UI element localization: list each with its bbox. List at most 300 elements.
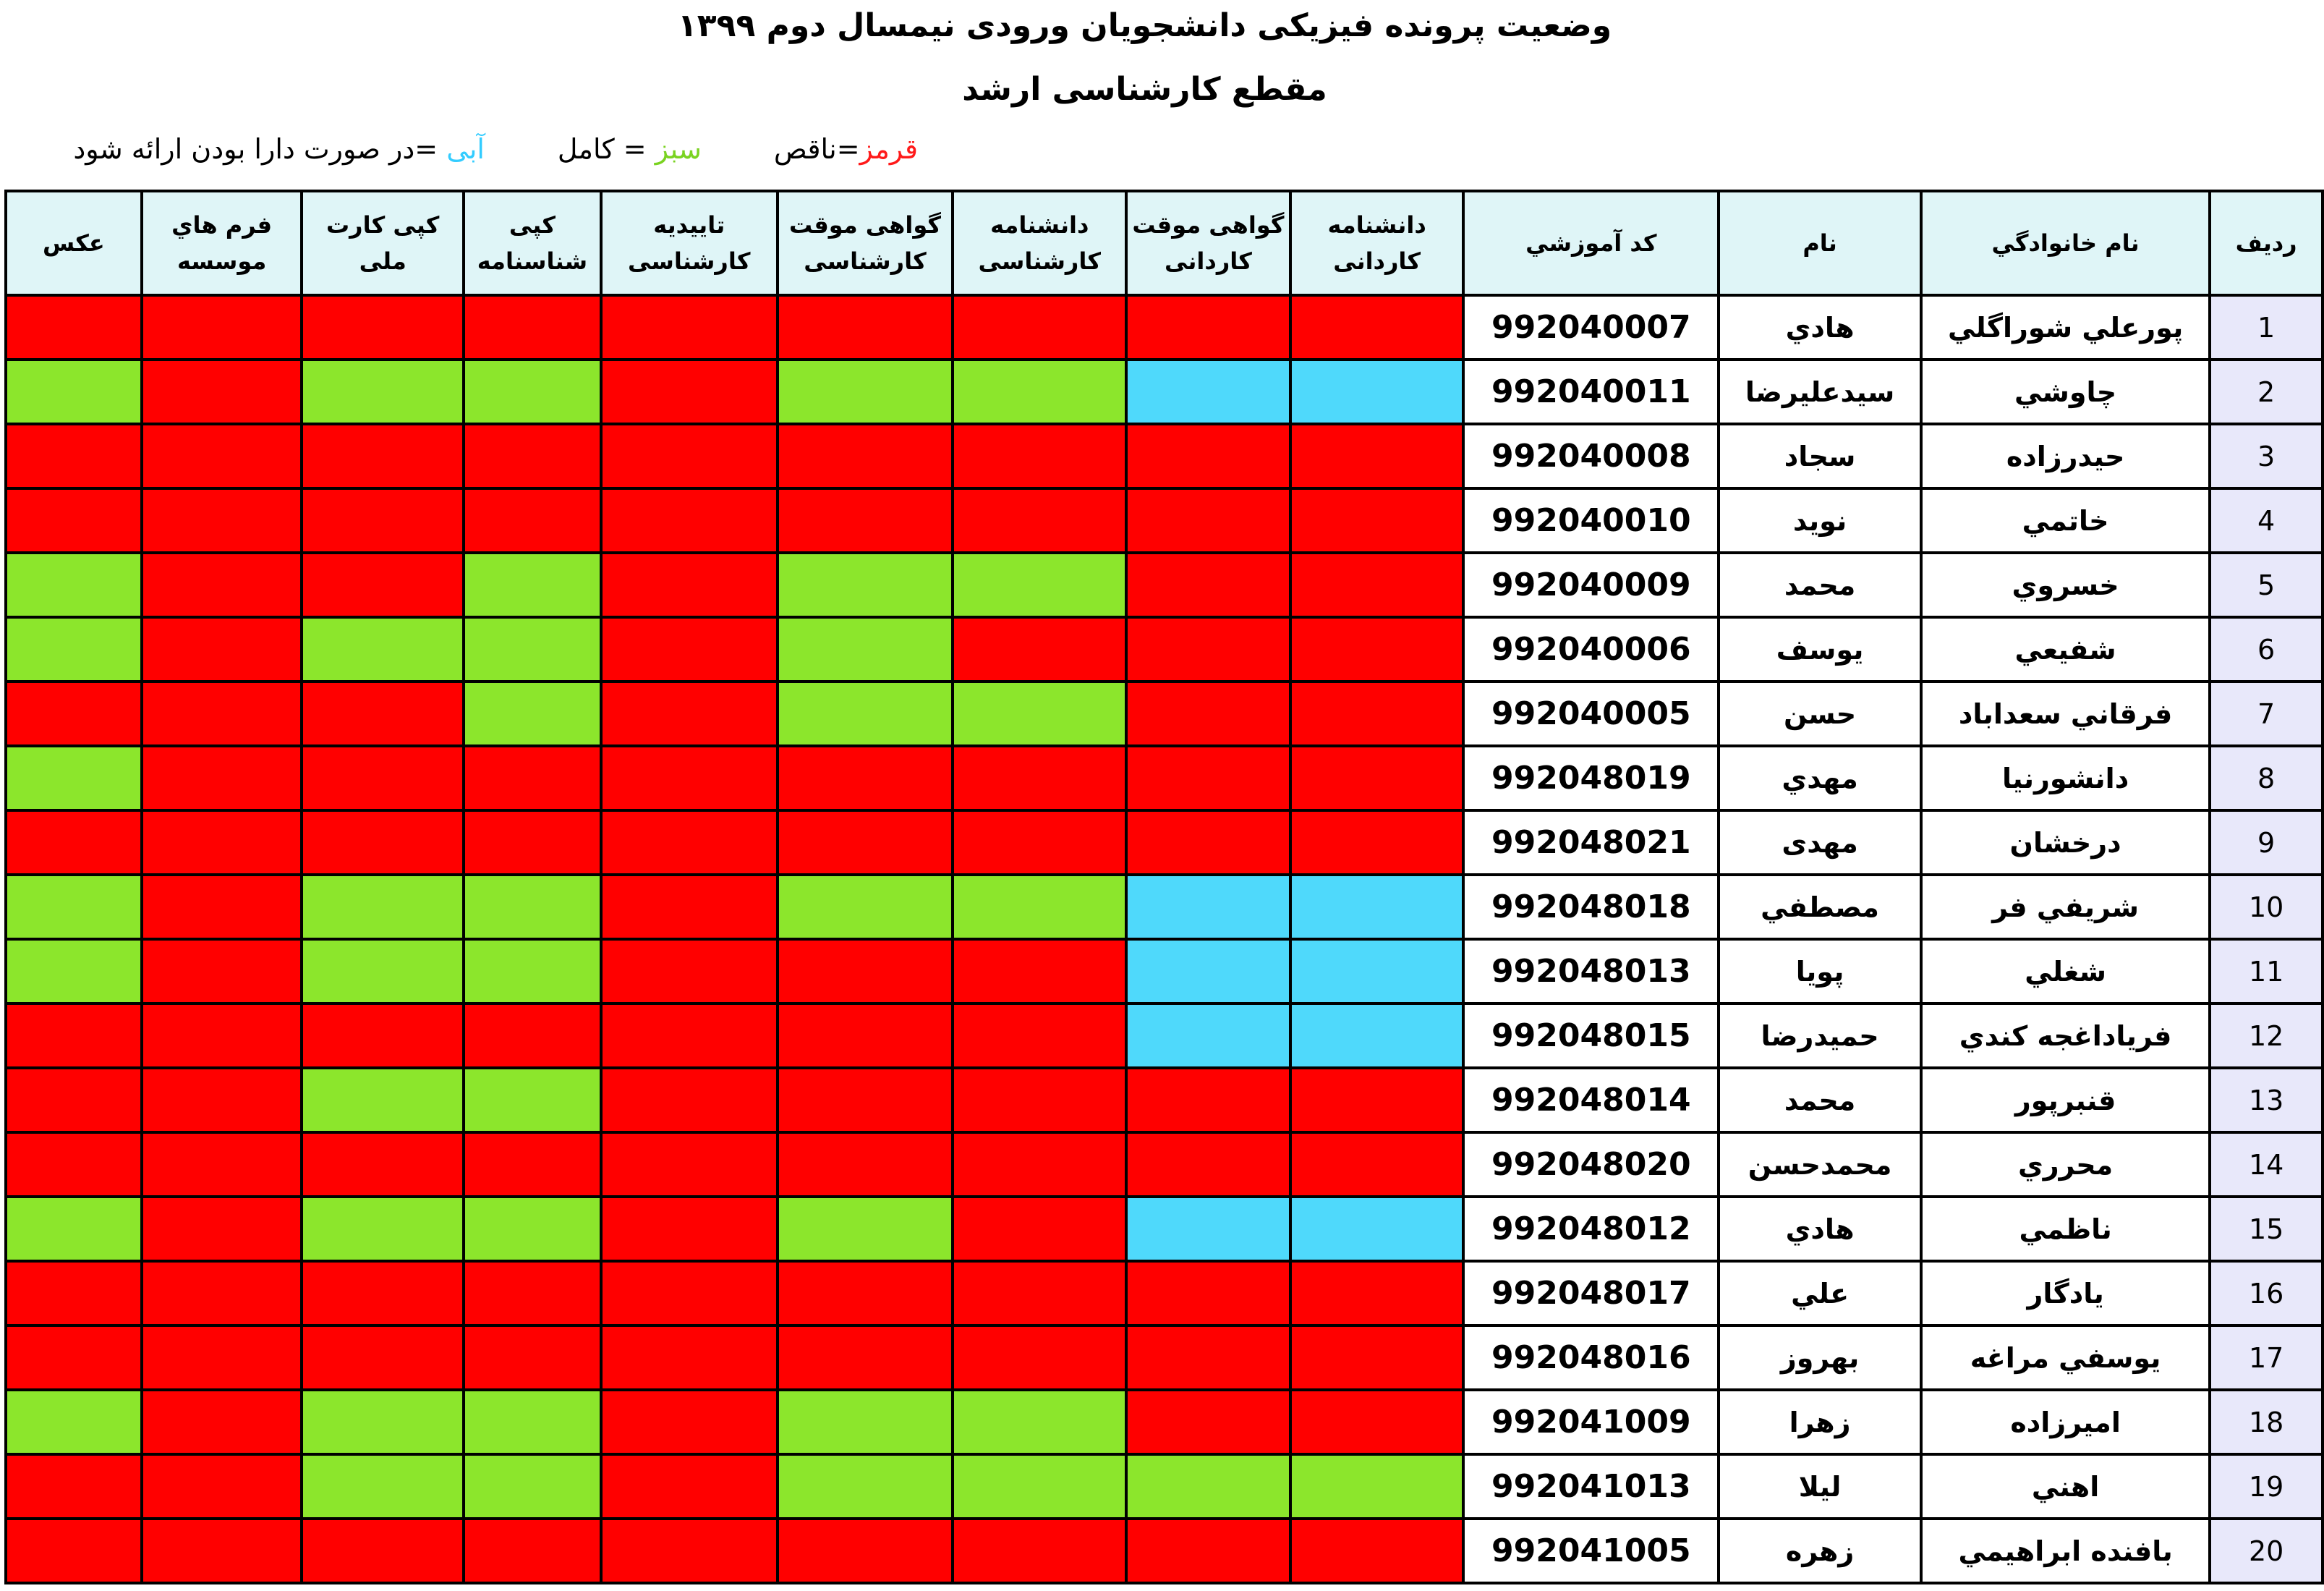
status-cell-doc-1 xyxy=(1290,1325,1464,1390)
status-cell-doc-5 xyxy=(601,424,778,488)
row-number-cell: 18 xyxy=(2210,1390,2323,1454)
status-cell-doc-9 xyxy=(6,1004,142,1068)
row-number-cell: 4 xyxy=(2210,488,2323,553)
status-cell-doc-4 xyxy=(778,1132,953,1197)
header-doc-7: کپی کارت ملی xyxy=(302,191,464,295)
status-cell-doc-5 xyxy=(601,746,778,810)
status-cell-doc-6 xyxy=(464,810,601,875)
first-name-cell: حسن xyxy=(1719,682,1921,746)
status-cell-doc-8 xyxy=(142,875,302,939)
first-name-cell: محمد xyxy=(1719,553,1921,617)
status-cell-doc-1 xyxy=(1290,682,1464,746)
status-cell-doc-2 xyxy=(1126,1004,1290,1068)
status-cell-doc-4 xyxy=(778,1004,953,1068)
table-row xyxy=(6,553,2323,617)
status-cell-doc-2 xyxy=(1126,295,1290,360)
status-cell-doc-4 xyxy=(778,810,953,875)
first-name-cell: مهدی xyxy=(1719,810,1921,875)
status-cell-doc-7 xyxy=(302,360,464,424)
student-code-cell: 992048020 xyxy=(1463,1132,1719,1197)
student-code-cell: 992048018 xyxy=(1463,875,1719,939)
table-row xyxy=(6,617,2323,682)
first-name-cell: زهرا xyxy=(1719,1390,1921,1454)
status-cell-doc-1 xyxy=(1290,1454,1464,1519)
status-cell-doc-3 xyxy=(953,1519,1126,1583)
status-cell-doc-8 xyxy=(142,1068,302,1132)
family-name-cell: درخشان xyxy=(1921,810,2210,875)
student-code-cell: 992040010 xyxy=(1463,488,1719,553)
status-cell-doc-4 xyxy=(778,617,953,682)
table-row xyxy=(6,875,2323,939)
table-row xyxy=(6,1519,2323,1583)
table-body xyxy=(6,295,2323,1583)
student-code-cell: 992040008 xyxy=(1463,424,1719,488)
status-cell-doc-9 xyxy=(6,553,142,617)
status-cell-doc-3 xyxy=(953,939,1126,1004)
student-code-cell: 992040007 xyxy=(1463,295,1719,360)
table-row xyxy=(6,360,2323,424)
status-cell-doc-3 xyxy=(953,360,1126,424)
status-cell-doc-2 xyxy=(1126,617,1290,682)
student-code-cell: 992048019 xyxy=(1463,746,1719,810)
table-row xyxy=(6,1068,2323,1132)
header-name: نام xyxy=(1719,191,1921,295)
legend-red-color: قرمز xyxy=(859,133,918,165)
status-cell-doc-9 xyxy=(6,424,142,488)
status-cell-doc-9 xyxy=(6,295,142,360)
first-name-cell: علي xyxy=(1719,1261,1921,1325)
status-cell-doc-8 xyxy=(142,1454,302,1519)
first-name-cell: مهدي xyxy=(1719,746,1921,810)
status-cell-doc-8 xyxy=(142,360,302,424)
status-cell-doc-2 xyxy=(1126,1132,1290,1197)
status-cell-doc-2 xyxy=(1126,810,1290,875)
status-cell-doc-2 xyxy=(1126,1197,1290,1261)
status-cell-doc-8 xyxy=(142,1197,302,1261)
row-number-cell: 6 xyxy=(2210,617,2323,682)
status-cell-doc-7 xyxy=(302,682,464,746)
status-cell-doc-6 xyxy=(464,746,601,810)
status-cell-doc-9 xyxy=(6,1068,142,1132)
status-cell-doc-7 xyxy=(302,875,464,939)
header-doc-8: فرم هاي موسسه xyxy=(142,191,302,295)
status-cell-doc-9 xyxy=(6,939,142,1004)
row-number-cell: 17 xyxy=(2210,1325,2323,1390)
status-cell-doc-4 xyxy=(778,1068,953,1132)
first-name-cell: بهروز xyxy=(1719,1325,1921,1390)
header-doc-3: دانشنامه کارشناسی xyxy=(953,191,1126,295)
first-name-cell: حميدرضا xyxy=(1719,1004,1921,1068)
family-name-cell: دانشورنيا xyxy=(1921,746,2210,810)
status-cell-doc-8 xyxy=(142,1261,302,1325)
status-cell-doc-6 xyxy=(464,424,601,488)
table-row xyxy=(6,488,2323,553)
status-cell-doc-5 xyxy=(601,488,778,553)
family-name-cell: خسروي xyxy=(1921,553,2210,617)
family-name-cell: شريفي فر xyxy=(1921,875,2210,939)
status-cell-doc-8 xyxy=(142,746,302,810)
status-cell-doc-1 xyxy=(1290,1261,1464,1325)
page-title: وضعیت پرونده فیزیکی دانشجویان ورودی نیمسال دوم ۱۳۹۹ xyxy=(677,7,1612,44)
status-cell-doc-7 xyxy=(302,1132,464,1197)
student-code-cell: 992041013 xyxy=(1463,1454,1719,1519)
student-code-cell: 992041009 xyxy=(1463,1390,1719,1454)
status-cell-doc-5 xyxy=(601,1004,778,1068)
student-code-cell: 992040005 xyxy=(1463,682,1719,746)
table-row xyxy=(6,1004,2323,1068)
status-cell-doc-4 xyxy=(778,746,953,810)
legend-green-meaning: = کامل xyxy=(557,133,647,165)
status-cell-doc-6 xyxy=(464,875,601,939)
student-code-cell: 992040011 xyxy=(1463,360,1719,424)
status-cell-doc-5 xyxy=(601,1068,778,1132)
status-cell-doc-8 xyxy=(142,424,302,488)
status-cell-doc-2 xyxy=(1126,1519,1290,1583)
status-cell-doc-3 xyxy=(953,1068,1126,1132)
table-row xyxy=(6,1390,2323,1454)
header-doc-1: دانشنامه کاردانی xyxy=(1290,191,1464,295)
row-number-cell: 11 xyxy=(2210,939,2323,1004)
status-cell-doc-9 xyxy=(6,746,142,810)
status-cell-doc-6 xyxy=(464,488,601,553)
student-code-cell: 992048014 xyxy=(1463,1068,1719,1132)
row-number-cell: 12 xyxy=(2210,1004,2323,1068)
status-cell-doc-8 xyxy=(142,295,302,360)
family-name-cell: يادگار xyxy=(1921,1261,2210,1325)
status-cell-doc-6 xyxy=(464,682,601,746)
status-cell-doc-5 xyxy=(601,1197,778,1261)
status-cell-doc-2 xyxy=(1126,875,1290,939)
status-cell-doc-9 xyxy=(6,682,142,746)
student-code-cell: 992041005 xyxy=(1463,1519,1719,1583)
row-number-cell: 1 xyxy=(2210,295,2323,360)
row-number-cell: 5 xyxy=(2210,553,2323,617)
status-cell-doc-9 xyxy=(6,617,142,682)
status-cell-doc-2 xyxy=(1126,939,1290,1004)
legend-green xyxy=(558,133,702,165)
status-cell-doc-7 xyxy=(302,1004,464,1068)
status-cell-doc-2 xyxy=(1126,1390,1290,1454)
status-cell-doc-1 xyxy=(1290,1132,1464,1197)
status-cell-doc-5 xyxy=(601,939,778,1004)
family-name-cell: خاتمي xyxy=(1921,488,2210,553)
table-row xyxy=(6,939,2323,1004)
status-cell-doc-6 xyxy=(464,295,601,360)
status-cell-doc-2 xyxy=(1126,553,1290,617)
family-name-cell: چاوشي xyxy=(1921,360,2210,424)
status-cell-doc-1 xyxy=(1290,1519,1464,1583)
status-cell-doc-5 xyxy=(601,1519,778,1583)
first-name-cell: ليلا xyxy=(1719,1454,1921,1519)
student-code-cell: 992048021 xyxy=(1463,810,1719,875)
status-cell-doc-1 xyxy=(1290,360,1464,424)
legend-red xyxy=(774,133,918,165)
status-cell-doc-5 xyxy=(601,1132,778,1197)
family-name-cell: فرقاني سعداباد xyxy=(1921,682,2210,746)
header-doc-6: کپی شناسنامه xyxy=(464,191,601,295)
status-cell-doc-6 xyxy=(464,1197,601,1261)
status-cell-doc-6 xyxy=(464,1454,601,1519)
row-number-cell: 9 xyxy=(2210,810,2323,875)
status-cell-doc-5 xyxy=(601,682,778,746)
status-cell-doc-4 xyxy=(778,488,953,553)
status-cell-doc-9 xyxy=(6,488,142,553)
legend-blue-color: آبی xyxy=(446,133,485,165)
header-family: نام خانوادگي xyxy=(1921,191,2210,295)
status-cell-doc-5 xyxy=(601,1454,778,1519)
status-cell-doc-6 xyxy=(464,1004,601,1068)
status-cell-doc-2 xyxy=(1126,1325,1290,1390)
first-name-cell: نويد xyxy=(1719,488,1921,553)
first-name-cell: يوسف xyxy=(1719,617,1921,682)
status-cell-doc-4 xyxy=(778,939,953,1004)
status-cell-doc-3 xyxy=(953,295,1126,360)
legend-blue xyxy=(73,133,485,165)
table-row xyxy=(6,295,2323,360)
status-cell-doc-4 xyxy=(778,360,953,424)
status-cell-doc-7 xyxy=(302,1325,464,1390)
status-cell-doc-8 xyxy=(142,1325,302,1390)
status-cell-doc-1 xyxy=(1290,810,1464,875)
status-cell-doc-2 xyxy=(1126,488,1290,553)
status-cell-doc-4 xyxy=(778,1519,953,1583)
status-cell-doc-7 xyxy=(302,1454,464,1519)
status-cell-doc-5 xyxy=(601,553,778,617)
status-cell-doc-1 xyxy=(1290,746,1464,810)
status-cell-doc-3 xyxy=(953,1325,1126,1390)
table-row xyxy=(6,1261,2323,1325)
page-subtitle: مقطع کارشناسی ارشد xyxy=(962,71,1327,108)
family-name-cell: يوسفي مراغه xyxy=(1921,1325,2210,1390)
status-cell-doc-1 xyxy=(1290,1197,1464,1261)
status-cell-doc-9 xyxy=(6,1390,142,1454)
first-name-cell: مصطفي xyxy=(1719,875,1921,939)
status-cell-doc-2 xyxy=(1126,360,1290,424)
status-cell-doc-5 xyxy=(601,810,778,875)
row-number-cell: 20 xyxy=(2210,1519,2323,1583)
status-cell-doc-9 xyxy=(6,1261,142,1325)
first-name-cell: هادي xyxy=(1719,295,1921,360)
family-name-cell: حيدرزاده xyxy=(1921,424,2210,488)
table-row xyxy=(6,424,2323,488)
status-cell-doc-8 xyxy=(142,939,302,1004)
row-number-cell: 3 xyxy=(2210,424,2323,488)
header-row-number: ردیف xyxy=(2210,191,2323,295)
status-cell-doc-7 xyxy=(302,553,464,617)
status-cell-doc-4 xyxy=(778,1454,953,1519)
table-row xyxy=(6,746,2323,810)
status-cell-doc-2 xyxy=(1126,682,1290,746)
legend-red-meaning: =ناقص xyxy=(773,133,860,165)
first-name-cell: هادي xyxy=(1719,1197,1921,1261)
header-doc-4: گواهی موقت کارشناسی xyxy=(778,191,953,295)
status-cell-doc-6 xyxy=(464,1261,601,1325)
status-cell-doc-1 xyxy=(1290,617,1464,682)
status-cell-doc-4 xyxy=(778,553,953,617)
status-cell-doc-3 xyxy=(953,682,1126,746)
status-cell-doc-6 xyxy=(464,1325,601,1390)
table-row xyxy=(6,1325,2323,1390)
status-cell-doc-5 xyxy=(601,295,778,360)
family-name-cell: اميرزاده xyxy=(1921,1390,2210,1454)
status-cell-doc-9 xyxy=(6,875,142,939)
status-cell-doc-1 xyxy=(1290,939,1464,1004)
status-cell-doc-8 xyxy=(142,810,302,875)
status-cell-doc-1 xyxy=(1290,875,1464,939)
status-cell-doc-6 xyxy=(464,1519,601,1583)
status-cell-doc-9 xyxy=(6,1519,142,1583)
status-cell-doc-3 xyxy=(953,1132,1126,1197)
status-cell-doc-3 xyxy=(953,553,1126,617)
family-name-cell: فرياداغجه کندي xyxy=(1921,1004,2210,1068)
status-cell-doc-5 xyxy=(601,1261,778,1325)
student-code-cell: 992048013 xyxy=(1463,939,1719,1004)
table-row xyxy=(6,682,2323,746)
status-cell-doc-9 xyxy=(6,810,142,875)
status-cell-doc-6 xyxy=(464,1390,601,1454)
status-cell-doc-1 xyxy=(1290,424,1464,488)
status-cell-doc-5 xyxy=(601,875,778,939)
table-row xyxy=(6,1197,2323,1261)
status-cell-doc-3 xyxy=(953,488,1126,553)
status-cell-doc-7 xyxy=(302,1261,464,1325)
status-cell-doc-7 xyxy=(302,746,464,810)
status-cell-doc-8 xyxy=(142,1132,302,1197)
student-code-cell: 992040009 xyxy=(1463,553,1719,617)
status-cell-doc-2 xyxy=(1126,746,1290,810)
status-cell-doc-3 xyxy=(953,1390,1126,1454)
student-code-cell: 992048015 xyxy=(1463,1004,1719,1068)
status-cell-doc-7 xyxy=(302,1519,464,1583)
family-name-cell: قنبرپور xyxy=(1921,1068,2210,1132)
family-name-cell: اهني xyxy=(1921,1454,2210,1519)
status-cell-doc-1 xyxy=(1290,1390,1464,1454)
status-cell-doc-6 xyxy=(464,939,601,1004)
row-number-cell: 2 xyxy=(2210,360,2323,424)
header-row xyxy=(6,191,2323,295)
status-cell-doc-6 xyxy=(464,1132,601,1197)
table-row xyxy=(6,1454,2323,1519)
status-table xyxy=(4,190,2324,1584)
family-name-cell: محرري xyxy=(1921,1132,2210,1197)
header-doc-9: عکس xyxy=(6,191,142,295)
status-cell-doc-3 xyxy=(953,1261,1126,1325)
status-cell-doc-5 xyxy=(601,617,778,682)
status-cell-doc-7 xyxy=(302,939,464,1004)
status-cell-doc-3 xyxy=(953,617,1126,682)
status-cell-doc-8 xyxy=(142,1519,302,1583)
row-number-cell: 10 xyxy=(2210,875,2323,939)
status-cell-doc-4 xyxy=(778,1197,953,1261)
first-name-cell: محمد xyxy=(1719,1068,1921,1132)
status-cell-doc-6 xyxy=(464,553,601,617)
status-cell-doc-7 xyxy=(302,1390,464,1454)
legend-green-color: سبز xyxy=(655,133,702,165)
status-cell-doc-2 xyxy=(1126,1261,1290,1325)
status-cell-doc-9 xyxy=(6,360,142,424)
first-name-cell: پويا xyxy=(1719,939,1921,1004)
status-cell-doc-7 xyxy=(302,617,464,682)
student-code-cell: 992040006 xyxy=(1463,617,1719,682)
status-cell-doc-2 xyxy=(1126,1454,1290,1519)
status-cell-doc-2 xyxy=(1126,1068,1290,1132)
status-cell-doc-4 xyxy=(778,295,953,360)
status-cell-doc-7 xyxy=(302,810,464,875)
status-cell-doc-1 xyxy=(1290,488,1464,553)
status-cell-doc-7 xyxy=(302,424,464,488)
header-doc-2: گواهی موقت کاردانی xyxy=(1126,191,1290,295)
first-name-cell: زهره xyxy=(1719,1519,1921,1583)
status-cell-doc-8 xyxy=(142,488,302,553)
status-cell-doc-6 xyxy=(464,360,601,424)
status-cell-doc-1 xyxy=(1290,1004,1464,1068)
status-cell-doc-4 xyxy=(778,875,953,939)
status-cell-doc-1 xyxy=(1290,1068,1464,1132)
row-number-cell: 8 xyxy=(2210,746,2323,810)
status-cell-doc-5 xyxy=(601,1390,778,1454)
table-row xyxy=(6,1132,2323,1197)
status-cell-doc-2 xyxy=(1126,424,1290,488)
status-cell-doc-9 xyxy=(6,1454,142,1519)
status-cell-doc-3 xyxy=(953,424,1126,488)
status-cell-doc-4 xyxy=(778,1261,953,1325)
row-number-cell: 14 xyxy=(2210,1132,2323,1197)
status-cell-doc-8 xyxy=(142,553,302,617)
status-cell-doc-3 xyxy=(953,875,1126,939)
status-cell-doc-4 xyxy=(778,682,953,746)
status-cell-doc-7 xyxy=(302,488,464,553)
status-cell-doc-8 xyxy=(142,617,302,682)
status-cell-doc-9 xyxy=(6,1325,142,1390)
status-cell-doc-6 xyxy=(464,1068,601,1132)
family-name-cell: ناظمي xyxy=(1921,1197,2210,1261)
status-cell-doc-3 xyxy=(953,810,1126,875)
first-name-cell: سيدعليرضا xyxy=(1719,360,1921,424)
status-cell-doc-3 xyxy=(953,1454,1126,1519)
family-name-cell: بافنده ابراهيمي xyxy=(1921,1519,2210,1583)
status-cell-doc-7 xyxy=(302,1197,464,1261)
status-cell-doc-8 xyxy=(142,682,302,746)
status-cell-doc-8 xyxy=(142,1390,302,1454)
status-cell-doc-7 xyxy=(302,295,464,360)
header-doc-5: تاییدیه کارشناسی xyxy=(601,191,778,295)
student-code-cell: 992048016 xyxy=(1463,1325,1719,1390)
status-cell-doc-3 xyxy=(953,746,1126,810)
status-cell-doc-7 xyxy=(302,1068,464,1132)
student-code-cell: 992048017 xyxy=(1463,1261,1719,1325)
first-name-cell: محمدحسن xyxy=(1719,1132,1921,1197)
row-number-cell: 19 xyxy=(2210,1454,2323,1519)
row-number-cell: 7 xyxy=(2210,682,2323,746)
family-name-cell: شغلي xyxy=(1921,939,2210,1004)
row-number-cell: 15 xyxy=(2210,1197,2323,1261)
family-name-cell: پورعلي شوراگلي xyxy=(1921,295,2210,360)
first-name-cell: سجاد xyxy=(1719,424,1921,488)
status-cell-doc-9 xyxy=(6,1132,142,1197)
family-name-cell: شفيعي xyxy=(1921,617,2210,682)
status-cell-doc-3 xyxy=(953,1197,1126,1261)
row-number-cell: 16 xyxy=(2210,1261,2323,1325)
legend-blue-meaning: =در صورت دارا بودن ارائه شود xyxy=(73,133,438,165)
table-row xyxy=(6,810,2323,875)
status-cell-doc-1 xyxy=(1290,553,1464,617)
header-code: کد آموزشي xyxy=(1463,191,1719,295)
status-cell-doc-1 xyxy=(1290,295,1464,360)
status-cell-doc-3 xyxy=(953,1004,1126,1068)
status-cell-doc-5 xyxy=(601,1325,778,1390)
status-cell-doc-4 xyxy=(778,1325,953,1390)
status-cell-doc-6 xyxy=(464,617,601,682)
